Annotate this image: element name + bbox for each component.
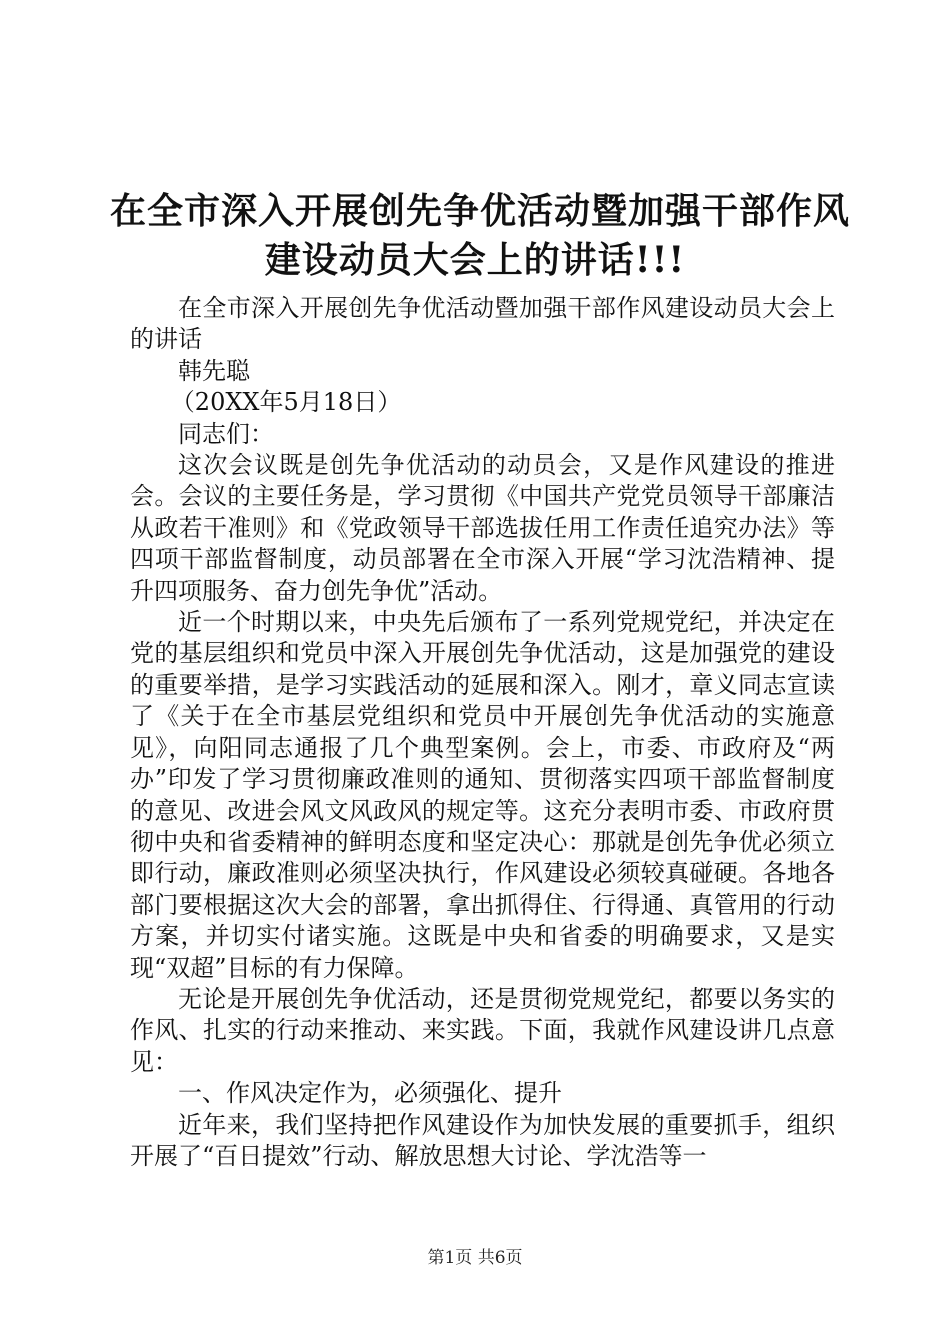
body-paragraph-3: 无论是开展创先争优活动，还是贯彻党规党纪，都要以务实的作风、扎实的行动来推动、来实践。下面，我就作风建设讲几点意见： <box>130 984 835 1076</box>
document-salutation: 同志们： <box>178 419 274 448</box>
page-number-footer: 第1页 共6页 <box>427 1248 523 1268</box>
body-paragraph-2: 近一个时期以来，中央先后颁布了一系列党规党纪，并决定在党的基层组织和党员中深入开展创先争优活动，这是加强党的建设的重要举措，是学习实践活动的延展和深入。刚才，章义同志宣读了《关于在全市基层党组织和党员中开展创先争优活动的实施意见》，向阳同志通报了几个典型案例。会上，市委、市政府及“两办”印发了学习贯彻廉政准则的通知、贯彻落实四项干部监督制度的意见、改进会风文风政风的规定等。这充分表明市委、市政府贯彻中央和省委精神的鲜明态度和坚定决心：那就是创先争优必须立即行动，廉政准则必须坚决执行，作风建设必须较真碰硬。各地各部门要根据这次大会的部署，拿出抓得住、行得通、真管用的行动方案，并切实付诸实施。这既是中央和省委的明确要求，又是实现“双超”目标的有力保障。 <box>130 608 835 982</box>
body-paragraph-1: 这次会议既是创先争优活动的动员会，又是作风建设的推进会。会议的主要任务是，学习贯彻《中国共产党党员领导干部廉洁从政若干准则》和《党政领导干部选拔任用工作责任追究办法》等四项干部监督制度，动员部署在全市深入开展“学习沈浩精神、提升四项服务、奋力创先争优”活动。 <box>130 451 835 605</box>
document-date: （20XX年5月18日） <box>170 388 402 417</box>
document-title-line-2: 建设动员大会上的讲话!!! <box>264 239 686 281</box>
document-subtitle: 在全市深入开展创先争优活动暨加强干部作风建设动员大会上的讲话 <box>130 294 835 354</box>
section-heading: 一、作风决定作为，必须强化、提升 <box>178 1079 562 1108</box>
document-title-line-1: 在全市深入开展创先争优活动暨加强干部作风 <box>110 190 851 232</box>
section-paragraph: 近年来，我们坚持把作风建设作为加快发展的重要抓手，组织开展了“百日提效”行动、解放思想大讨论、学沈浩等一 <box>130 1110 835 1170</box>
document-body <box>130 293 835 1172</box>
document-author: 韩先聪 <box>178 356 250 385</box>
